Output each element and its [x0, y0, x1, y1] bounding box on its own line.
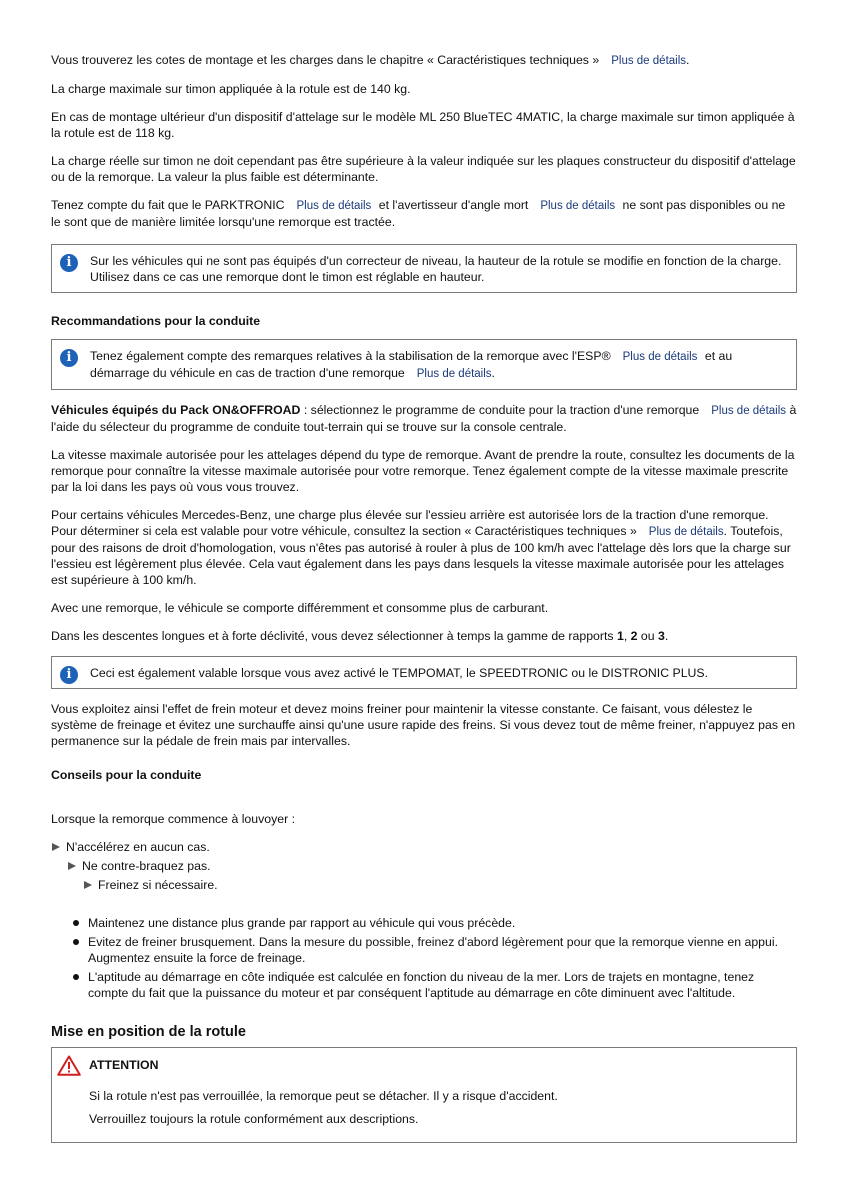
paragraph-pack-onoffroad [51, 402, 797, 435]
gear-1: 1 [616, 629, 624, 643]
details-link[interactable]: Plus de détails [711, 405, 787, 417]
paragraph-frein-moteur: Vous exploitez ainsi l'effet de frein moteur et devez moins freiner pour maintenir la vitesse constante. Ce faisant, vous délestez le système de freinage et évitez une surchauffe ainsi qu'une usure rapide des freins. Si vous devez tout de même freiner, n'appuyez pas en permanence sur la pédale de frein mais par intervalles. [51, 702, 796, 748]
warning-title: ATTENTION [89, 1058, 159, 1072]
bullet-icon [73, 920, 79, 926]
info-text: Sur les véhicules qui ne sont pas équipés d'un correcteur de niveau, la hauteur de la rotule se modifie en fonction de la charge. Utilisez dans ce cas une remorque dont le timon est réglable en hauteur. [90, 254, 782, 284]
step-item [83, 877, 797, 893]
info-icon: i [60, 666, 78, 684]
paragraph-cotes [51, 52, 797, 69]
warning-line: Verrouillez toujours la rotule conformément aux descriptions. [89, 1112, 419, 1126]
paragraph-montage-ulterieur: En cas de montage ultérieur d'un dispositif d'attelage sur le modèle ML 250 BlueTEC 4MATIC, la charge maximale sur timon appliquée à la rotule est de 118 kg. [51, 110, 795, 140]
info-text: Ceci est également valable lorsque vous avez activé le TEMPOMAT, le SPEEDTRONIC ou le DISTRONIC PLUS. [90, 666, 709, 680]
info-text: et au démarrage du véhicule en cas de traction d'une remorque [90, 349, 733, 380]
info-text: Tenez également compte des remarques relatives à la stabilisation de la remorque avec l'ESP® [90, 349, 611, 363]
list-text: Evitez de freiner brusquement. Dans la mesure du possible, freinez d'abord légèrement pour que la remorque vienne en appui. Augmentez ensuite la force de freinage. [88, 935, 779, 965]
bullet-icon [73, 939, 79, 945]
text: . [664, 629, 669, 643]
info-text: . [491, 366, 495, 380]
text: et l'avertisseur d'angle mort [378, 198, 529, 212]
details-link[interactable]: Plus de détails [648, 526, 724, 538]
text: , [623, 629, 631, 643]
paragraph-vitesse: La vitesse maximale autorisée pour les attelages dépend du type de remorque. Avant de prendre la route, consultez les documents de la remorque pour connaître la vitesse maximale autorisée pour votre remorque. Tenez également compte de la vitesse maximale prescrite par la loi dans les pays où vous vous trouvez. [51, 448, 795, 494]
step-item [67, 858, 797, 874]
manual-page [51, 50, 797, 1143]
step-text: N'accélérez en aucun cas. [66, 840, 210, 854]
paragraph-charge-max: La charge maximale sur timon appliquée à la rotule est de 140 kg. [51, 82, 411, 96]
text: à l'aide du sélecteur du programme de conduite tout-terrain qui se trouve sur la console centrale. [51, 403, 797, 434]
heading-conseils: Conseils pour la conduite [51, 768, 202, 782]
paragraph-descentes [51, 628, 797, 644]
text: . [686, 53, 690, 67]
list-text: Maintenez une distance plus grande par rapport au véhicule qui vous précède. [88, 916, 516, 930]
info-box-correcteur [51, 244, 797, 293]
text: ne sont pas disponibles ou ne le sont que de manière limitée lorsqu'une remorque est tractée. [51, 198, 786, 229]
paragraph-louvoyer: Lorsque la remorque commence à louvoyer : [51, 812, 296, 826]
paragraph-charge-reelle: La charge réelle sur timon ne doit cependant pas être supérieure à la valeur indiquée sur les plaques constructeur du dispositif d'attelage ou de la remorque. La valeur la plus faible est déterminante. [51, 154, 796, 184]
triangle-right-icon [68, 862, 76, 870]
details-link[interactable]: Plus de détails [540, 200, 616, 212]
list-text: L'aptitude au démarrage en côte indiquée est calculée en fonction du niveau de la mer. Lors de trajets en montagne, tenez compte du fait que la puissance du moteur et par conséquent l'aptitude au démarrage en côte diminuent avec l'altitude. [88, 970, 755, 1000]
heading-rotule: Mise en position de la rotule [51, 1024, 246, 1040]
triangle-right-icon [52, 843, 60, 851]
triangle-right-icon [84, 881, 92, 889]
details-link[interactable]: Plus de détails [622, 351, 698, 363]
list-item [51, 934, 797, 966]
bold-label: Véhicules équipés du Pack ON&OFFROAD [51, 403, 301, 417]
step-text: Ne contre-braquez pas. [82, 859, 211, 873]
gear-2: 2 [630, 629, 638, 643]
text: ou [637, 629, 659, 643]
text: . Toutefois, pour des raisons de droit d'homologation, vous n'êtes pas autorisé à rouler à plus de 100 km/h avec l'attelage dès lors que la charge sur l'essieu est légèrement plus élevée. Cela vaut également dans les pays dans lesquels la vitesse maximale autorisée pour les attelages est supérieure à 100 km/h. [51, 524, 791, 587]
bullet-list [51, 915, 797, 1001]
heading-recommandations: Recommandations pour la conduite [51, 314, 261, 328]
text: Dans les descentes longues et à forte déclivité, vous devez sélectionner à temps la gamme de rapports [51, 629, 617, 643]
info-box-esp [51, 339, 797, 390]
details-link[interactable]: Plus de détails [611, 55, 687, 67]
warning-line: Si la rotule n'est pas verrouillée, la remorque peut se détacher. Il y a risque d'accident. [89, 1089, 558, 1103]
text: : sélectionnez le programme de conduite pour la traction d'une remorque [300, 403, 700, 417]
info-box-tempomat [51, 656, 797, 689]
text: Tenez compte du fait que le PARKTRONIC [51, 198, 285, 212]
bullet-icon [73, 974, 79, 980]
paragraph-essieu [51, 507, 797, 588]
info-icon: i [60, 254, 78, 272]
details-link[interactable]: Plus de détails [416, 368, 492, 380]
step-item [51, 839, 797, 855]
gear-3: 3 [658, 629, 665, 643]
details-link[interactable]: Plus de détails [296, 200, 372, 212]
text: Pour certains véhicules Mercedes-Benz, une charge plus élevée sur l'essieu arrière est autorisée lors de la traction d'une remorque. Pour déterminer si cela est valable pour votre véhicule, consultez la section « Caractéristiques techniques » [51, 508, 769, 538]
warning-box [51, 1047, 797, 1143]
paragraph-parktronic [51, 197, 797, 230]
list-item [51, 969, 797, 1001]
warning-icon [57, 1055, 81, 1076]
step-text: Freinez si nécessaire. [98, 878, 218, 892]
list-item [51, 915, 797, 931]
text: Vous trouverez les cotes de montage et les charges dans le chapitre « Caractéristiques techniques » [51, 53, 600, 67]
paragraph-carburant: Avec une remorque, le véhicule se comporte différemment et consomme plus de carburant. [51, 601, 549, 615]
info-icon: i [60, 349, 78, 367]
